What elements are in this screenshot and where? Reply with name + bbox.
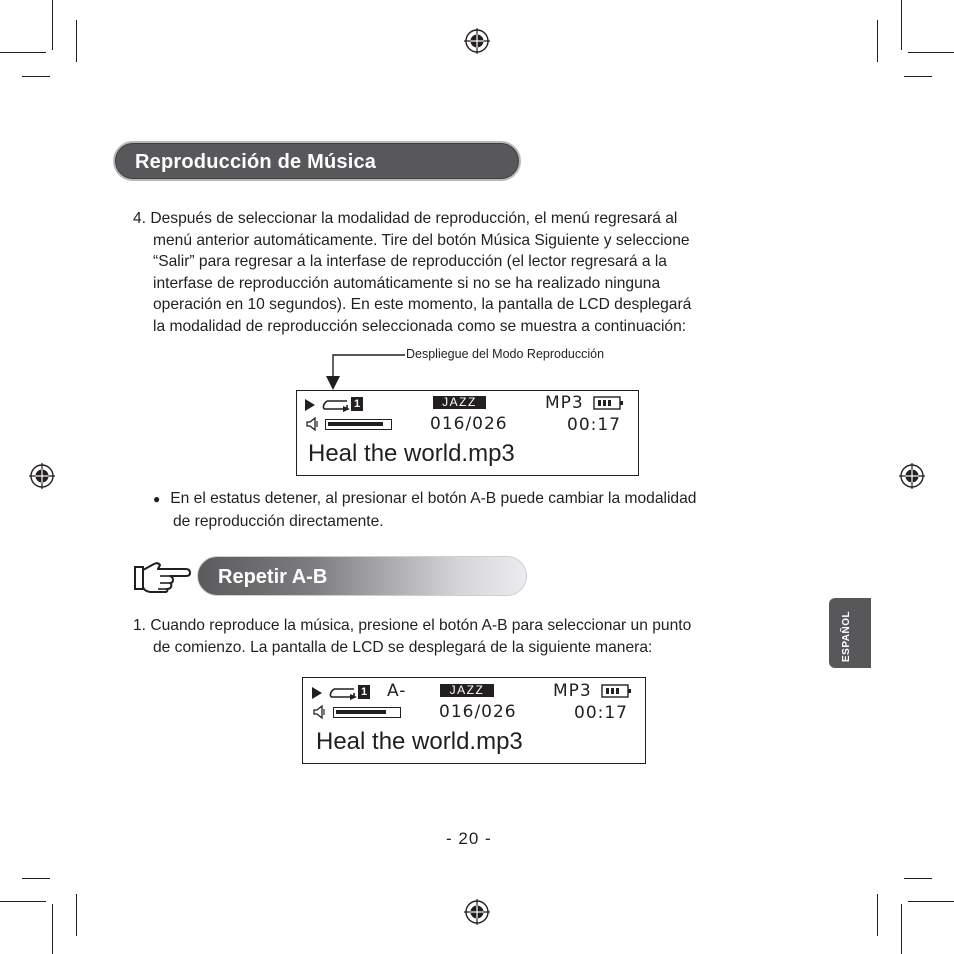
registration-mark-icon bbox=[464, 899, 490, 925]
lcd-display bbox=[296, 390, 639, 476]
bullet-icon: ● bbox=[153, 492, 161, 506]
paragraph-line: 4. Después de seleccionar la modalidad de reproducción, el menú regresará al bbox=[133, 210, 678, 227]
song-title: Heal the world.mp3 bbox=[308, 440, 515, 467]
paragraph-line: 1. Cuando reproduce la música, presione el botón A-B para seleccionar un punto bbox=[133, 617, 692, 634]
format-label: MP3 bbox=[553, 681, 592, 701]
volume-bar-fill bbox=[336, 710, 386, 714]
crop-mark bbox=[877, 894, 878, 936]
crop-mark bbox=[0, 52, 46, 53]
instruction-item-4 bbox=[133, 208, 793, 337]
crop-mark bbox=[904, 76, 932, 77]
repeat-one-badge: 1 bbox=[358, 685, 370, 699]
registration-mark-icon bbox=[464, 28, 490, 54]
callout-arrow-icon bbox=[322, 350, 406, 392]
crop-mark bbox=[904, 878, 932, 879]
repeat-icon bbox=[328, 685, 358, 701]
paragraph-line: de comienzo. La pantalla de LCD se desplegará de la siguiente manera: bbox=[153, 638, 653, 656]
paragraph-line: En el estatus detener, al presionar el botón A-B puede cambiar la modalidad bbox=[170, 490, 697, 507]
crop-mark bbox=[908, 52, 954, 53]
instruction-item-1 bbox=[133, 615, 793, 658]
registration-mark-icon bbox=[899, 463, 925, 489]
callout-label: Despliegue del Modo Reproducción bbox=[406, 347, 605, 361]
ab-marker: A- bbox=[387, 681, 407, 701]
eq-badge: JAZZ bbox=[440, 684, 494, 697]
volume-bar-fill bbox=[328, 422, 383, 426]
repeat-one-badge: 1 bbox=[351, 397, 363, 411]
crop-mark bbox=[76, 894, 77, 936]
song-title: Heal the world.mp3 bbox=[316, 728, 523, 755]
page-number: - 20 - bbox=[446, 829, 492, 848]
crop-mark bbox=[0, 901, 46, 902]
language-tab bbox=[829, 598, 871, 668]
section-banner bbox=[197, 556, 527, 596]
crop-mark bbox=[908, 901, 954, 902]
crop-mark bbox=[22, 76, 50, 77]
crop-mark bbox=[76, 20, 77, 62]
pointing-hand-icon bbox=[134, 561, 192, 593]
crop-mark bbox=[901, 904, 902, 954]
crop-mark bbox=[52, 904, 53, 954]
section-banner bbox=[113, 141, 521, 181]
lcd-display bbox=[302, 677, 646, 764]
volume-bar bbox=[325, 419, 392, 430]
crop-mark bbox=[901, 0, 902, 50]
time-display: 00:17 bbox=[567, 415, 621, 435]
battery-icon bbox=[593, 396, 625, 410]
speaker-icon bbox=[313, 705, 327, 719]
track-counter: 016/026 bbox=[439, 702, 517, 722]
track-counter: 016/026 bbox=[430, 414, 508, 434]
paragraph-line: operación en 10 segundos). En este momento, la pantalla de LCD desplegará bbox=[153, 296, 692, 313]
play-icon bbox=[305, 399, 315, 411]
language-tab-label: ESPAÑOL bbox=[841, 610, 852, 662]
format-label: MP3 bbox=[545, 393, 584, 413]
crop-mark bbox=[877, 20, 878, 62]
crop-mark bbox=[52, 0, 53, 50]
bullet-note bbox=[153, 488, 793, 532]
crop-mark bbox=[22, 878, 50, 879]
paragraph-line: de reproducción directamente. bbox=[173, 512, 384, 530]
paragraph-line: “Salir” para regresar a la interfase de reproducción (el lector regresará a la bbox=[153, 253, 667, 270]
volume-bar bbox=[333, 707, 401, 718]
eq-badge: JAZZ bbox=[433, 396, 486, 409]
play-icon bbox=[312, 687, 322, 699]
paragraph-line: interfase de reproducción automáticamente si no se ha realizado ninguna bbox=[153, 274, 661, 292]
time-display: 00:17 bbox=[574, 703, 628, 723]
battery-icon bbox=[601, 684, 633, 698]
repeat-icon bbox=[321, 397, 351, 413]
section-title: Repetir A-B bbox=[218, 566, 328, 588]
registration-mark-icon bbox=[29, 463, 55, 489]
paragraph-line: menú anterior automáticamente. Tire del botón Música Siguiente y seleccione bbox=[153, 231, 690, 249]
speaker-icon bbox=[306, 417, 320, 431]
section-title: Reproducción de Música bbox=[135, 151, 377, 173]
paragraph-line: la modalidad de reproducción seleccionada como se muestra a continuación: bbox=[153, 317, 687, 335]
